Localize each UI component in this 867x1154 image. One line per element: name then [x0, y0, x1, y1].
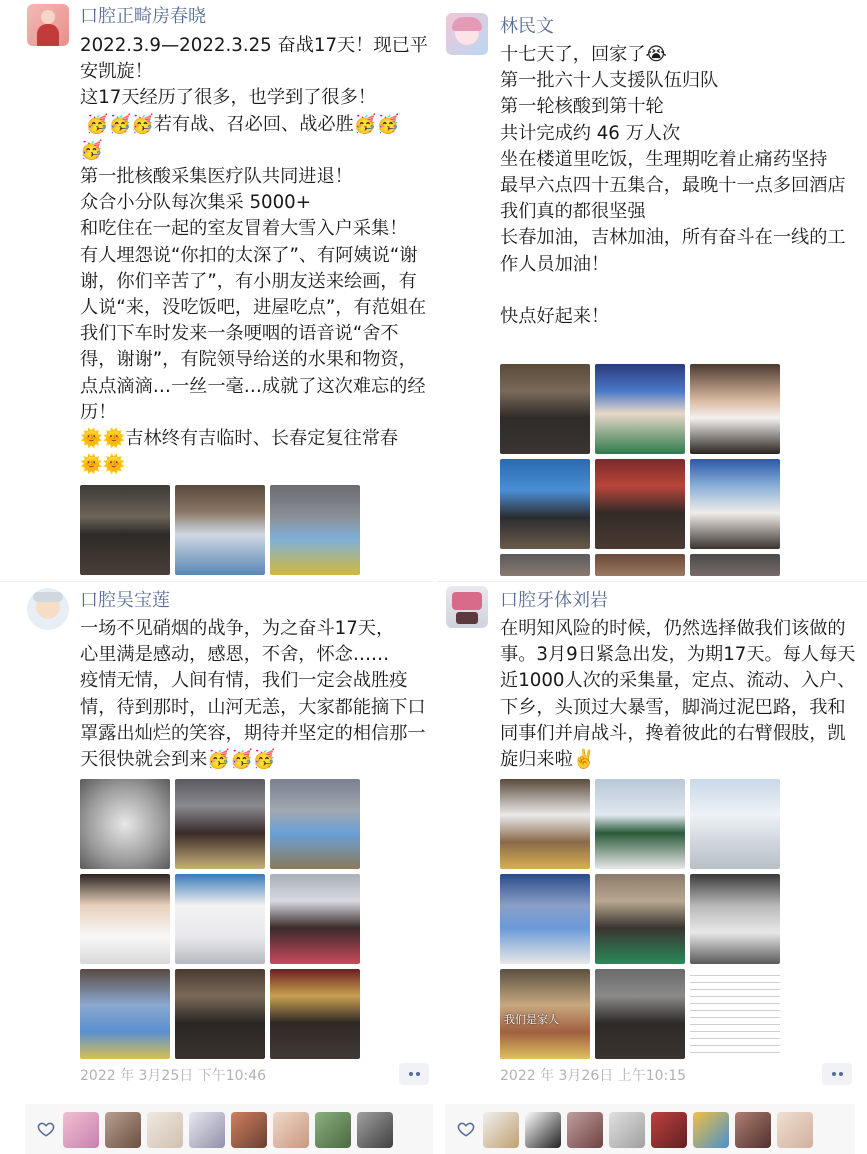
liker-avatar[interactable]	[357, 1112, 393, 1148]
moment-post-1	[0, 0, 433, 580]
photo[interactable]	[595, 459, 685, 549]
photo[interactable]	[500, 459, 590, 549]
more-dots-icon	[832, 1072, 836, 1076]
liker-avatar[interactable]	[273, 1112, 309, 1148]
photo-grid	[500, 779, 780, 1059]
more-button[interactable]	[822, 1063, 852, 1085]
photo[interactable]	[595, 554, 685, 576]
moment-post-2	[437, 0, 867, 580]
liker-avatar[interactable]	[567, 1112, 603, 1148]
moment-post-4	[437, 584, 867, 1102]
liker-avatar[interactable]	[609, 1112, 645, 1148]
post-timestamp: 2022 年 3月26日 上午10:15	[500, 1068, 687, 1084]
liker-avatar[interactable]	[63, 1112, 99, 1148]
photo[interactable]	[270, 779, 360, 869]
photo-grid	[80, 779, 360, 1059]
user-name[interactable]: 口腔牙体刘岩	[500, 590, 608, 611]
likes-bar-right	[445, 1104, 855, 1154]
photo-grid	[500, 364, 780, 576]
post-text: 2022.3.9—2022.3.25 奋战17天！现已平安凯旋！ 这17天经历了很多，也学到了很多！ 🥳🥳🥳若有战、召必回、战必胜🥳🥳 🥳 第一批核酸采集医疗队共同进退！ 众合小分队每次集采 5000+ 和吃住在一起的室友冒着大雪入户采集！ 有人埋怨说“你扣的太深了”、有阿姨说“谢谢，你们辛苦了”，有小朋友送来绘画，有人说“来，没吃饭吧，进屋吃点”，有范姐在我们下车时发来一条哽咽的语音说“舍不得，谢谢”，有院领导给送的水果和物资，点点滴滴…一丝一毫…成就了这次难忘的经历！ 🌞🌞吉林终有吉临时、长春定复往常春 🌞🌞	[80, 35, 428, 476]
post-text: 一场不见硝烟的战争，为之奋斗17天， 心里满是感动，感恩，不舍，怀念…… 疫情无情，人间有情，我们一定会战胜疫情，待到那时，山河无恙，大家都能摘下口罩露出灿烂的笑容，期待并坚定的相信那一天很快就会到来🥳🥳🥳	[80, 618, 426, 771]
photo[interactable]	[500, 554, 590, 576]
photo[interactable]	[80, 485, 170, 575]
likes-bar-left	[25, 1104, 433, 1154]
liker-avatar[interactable]	[483, 1112, 519, 1148]
liker-avatar[interactable]	[525, 1112, 561, 1148]
photo-with-caption[interactable]	[500, 969, 590, 1059]
photo[interactable]	[690, 969, 780, 1059]
photo[interactable]	[595, 874, 685, 964]
photo[interactable]	[270, 485, 360, 575]
heart-icon[interactable]	[37, 1120, 55, 1138]
avatar[interactable]	[27, 4, 69, 46]
post-timestamp: 2022 年 3月25日 下午10:46	[80, 1068, 267, 1084]
photo[interactable]	[80, 969, 170, 1059]
liker-avatar[interactable]	[105, 1112, 141, 1148]
photo[interactable]	[270, 969, 360, 1059]
photo-grid	[80, 485, 360, 575]
photo[interactable]	[175, 485, 265, 575]
photo[interactable]	[690, 779, 780, 869]
user-name[interactable]: 口腔吴宝莲	[80, 590, 170, 611]
liker-avatar[interactable]	[693, 1112, 729, 1148]
photo[interactable]	[80, 874, 170, 964]
post-text: 十七天了，回家了😭 第一批六十人支援队伍归队 第一轮核酸到第十轮 共计完成约 46 万人次 坐在楼道里吃饭，生理期吃着止痛药坚持 最早六点四十五集合，最晚十一点多回酒店 我们真的都很坚强 长春加油，吉林加油，所有奋斗在一线的工作人员加油！ 快点好起来！	[500, 44, 846, 328]
more-button[interactable]	[399, 1063, 429, 1085]
photo[interactable]	[175, 779, 265, 869]
more-dots-icon	[409, 1072, 413, 1076]
heart-icon[interactable]	[457, 1120, 475, 1138]
column-divider	[433, 0, 437, 1154]
liker-avatar[interactable]	[735, 1112, 771, 1148]
avatar[interactable]	[446, 586, 488, 628]
user-name[interactable]: 林民文	[500, 16, 554, 37]
separator	[0, 581, 433, 582]
photo[interactable]	[175, 874, 265, 964]
liker-avatar[interactable]	[651, 1112, 687, 1148]
user-name[interactable]: 口腔正畸房春晓	[80, 6, 206, 27]
photo-caption: 我们是家人	[504, 1013, 559, 1026]
liker-avatar[interactable]	[189, 1112, 225, 1148]
photo[interactable]	[595, 779, 685, 869]
avatar[interactable]	[446, 13, 488, 55]
photo[interactable]	[500, 874, 590, 964]
liker-avatar[interactable]	[231, 1112, 267, 1148]
photo[interactable]	[500, 779, 590, 869]
photo[interactable]	[175, 969, 265, 1059]
liker-avatar[interactable]	[777, 1112, 813, 1148]
photo[interactable]	[595, 969, 685, 1059]
photo[interactable]	[690, 459, 780, 549]
photo[interactable]	[690, 554, 780, 576]
separator	[437, 581, 867, 582]
liker-avatar[interactable]	[315, 1112, 351, 1148]
photo[interactable]	[595, 364, 685, 454]
post-text: 在明知风险的时候，仍然选择做我们该做的事。3月9日紧急出发，为期17天。每人每天近1000人次的采集量，定点、流动、入户、下乡，头顶过大暴雪，脚淌过泥巴路，我和同事们并肩战斗，搀着彼此的右臂假肢，凯旋归来啦✌️	[500, 618, 856, 771]
moment-post-3	[0, 584, 433, 1102]
photo[interactable]	[690, 364, 780, 454]
photo[interactable]	[270, 874, 360, 964]
photo[interactable]	[500, 364, 590, 454]
avatar[interactable]	[27, 588, 69, 630]
photo[interactable]	[80, 779, 170, 869]
photo[interactable]	[690, 874, 780, 964]
liker-avatar[interactable]	[147, 1112, 183, 1148]
